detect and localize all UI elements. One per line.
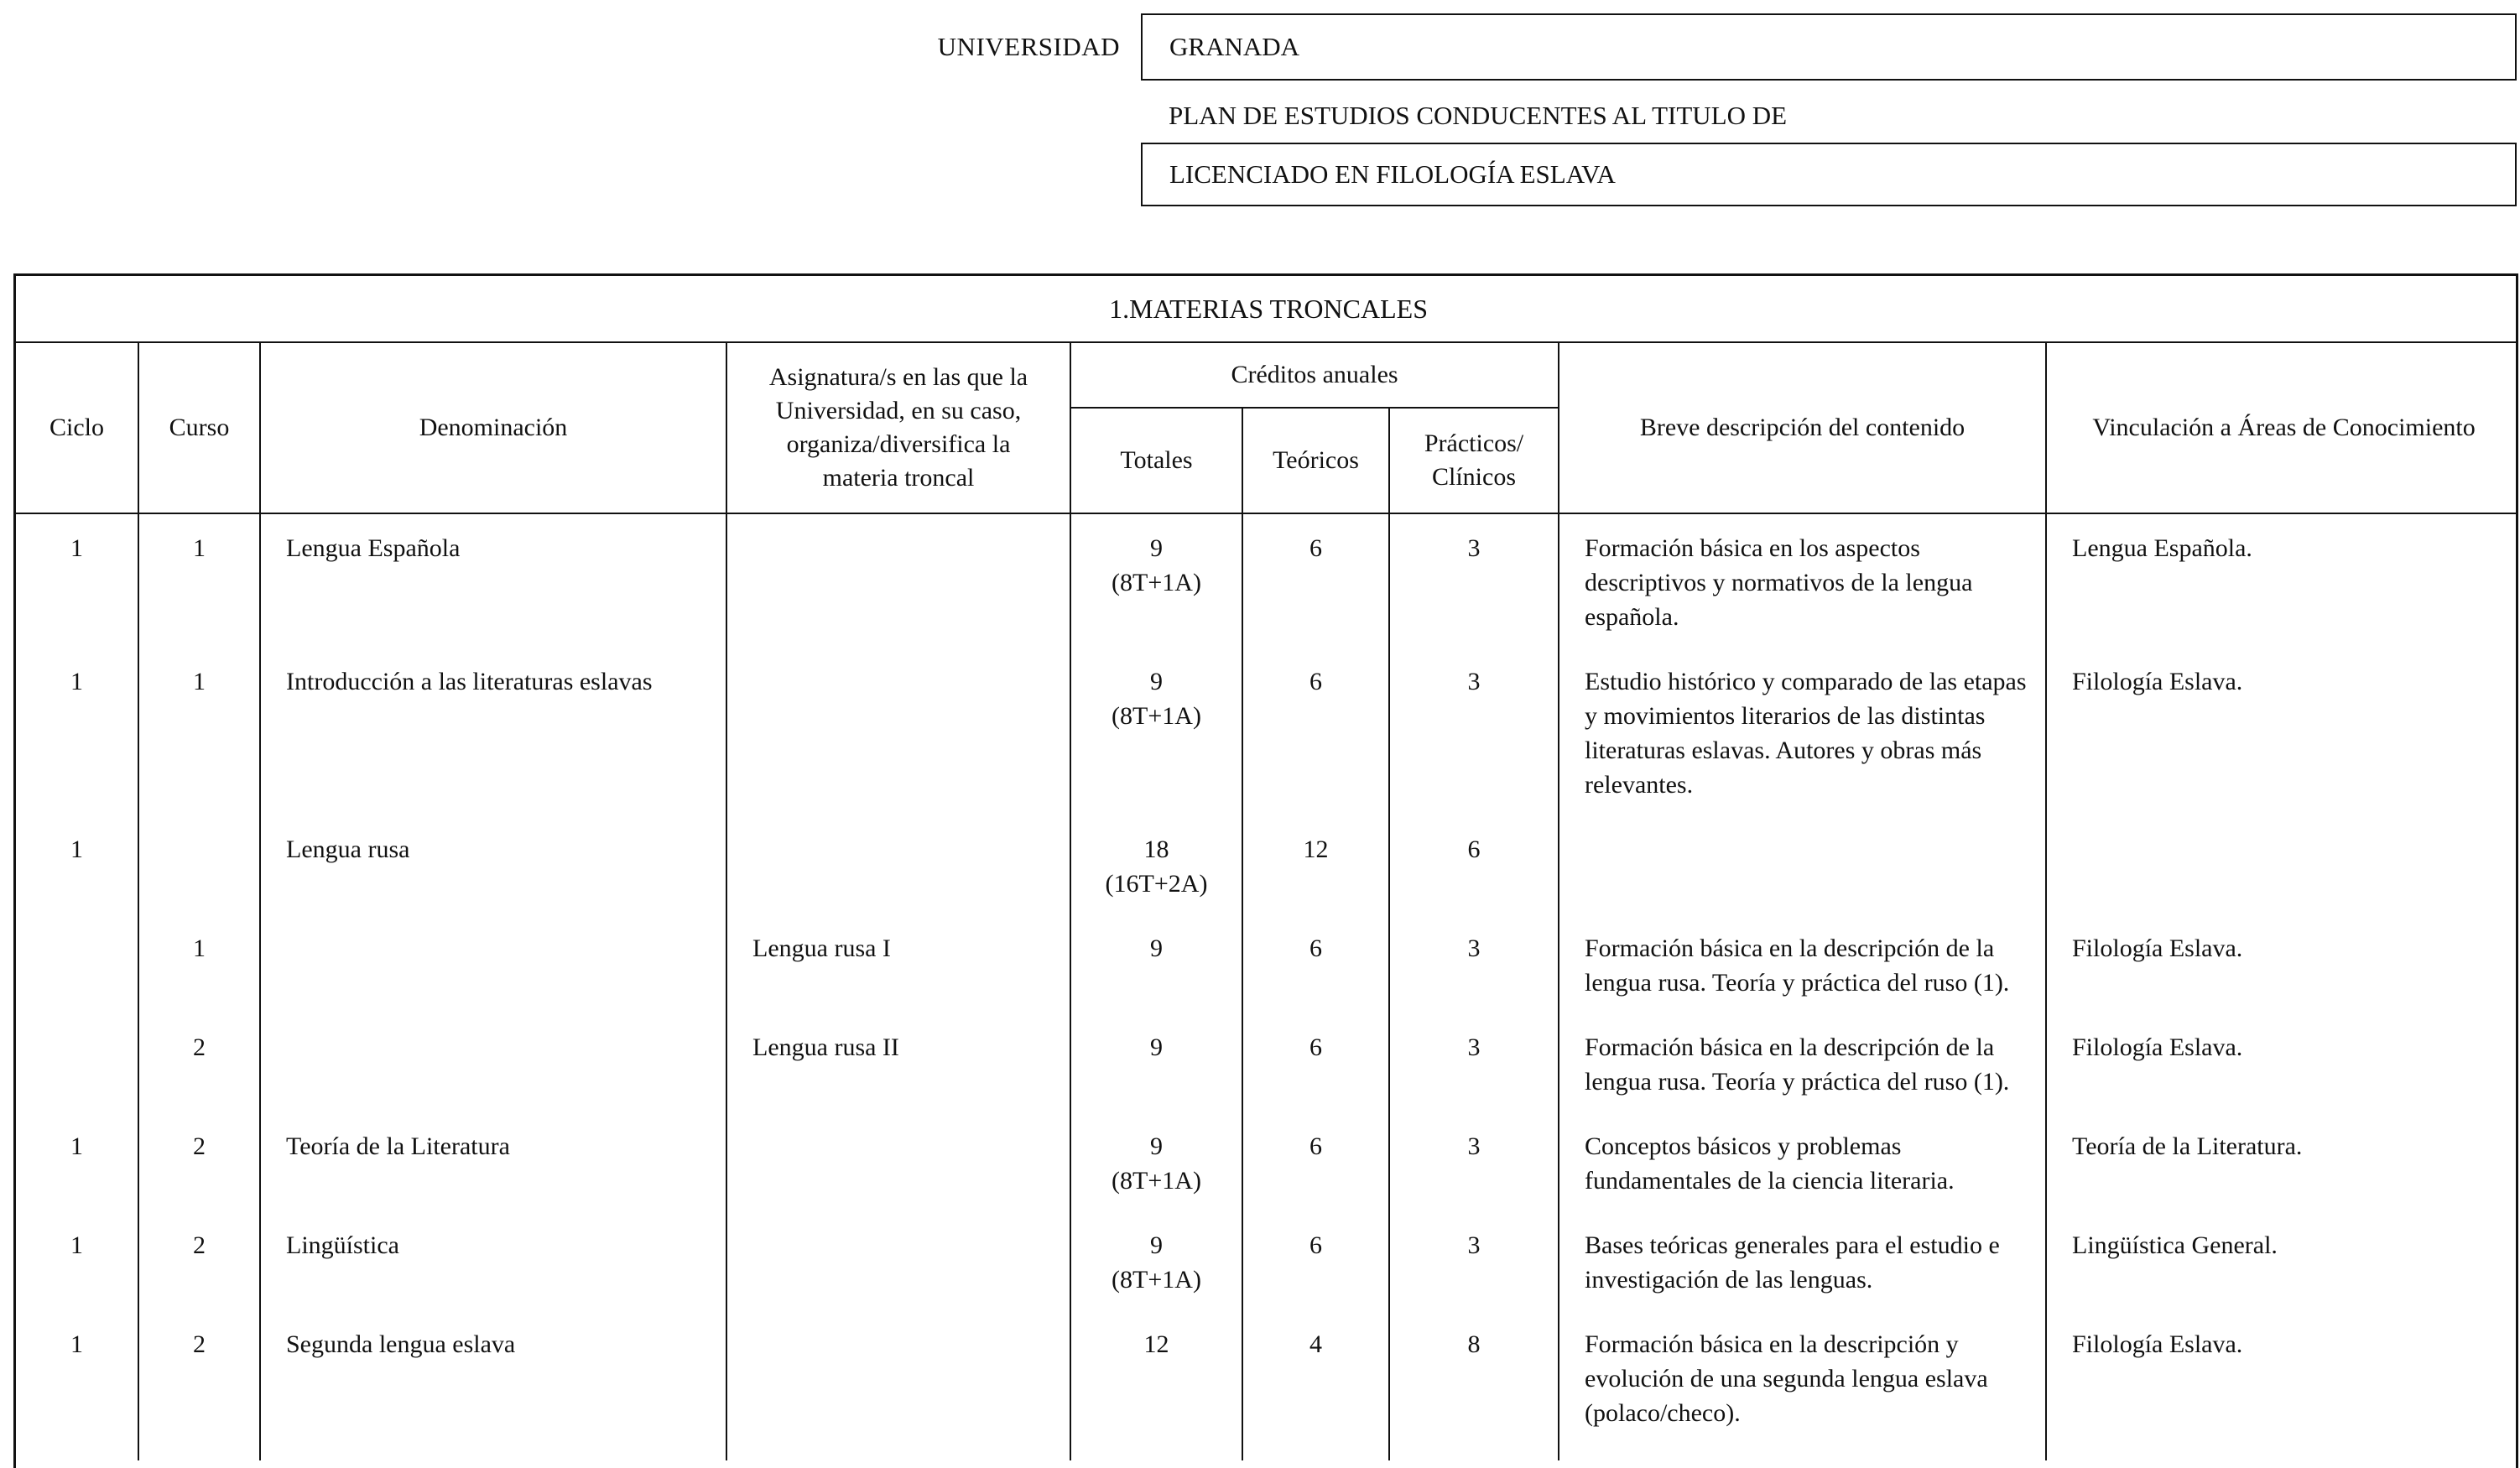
cell-descripcion-text: Estudio histórico y comparado de las etapas y movimientos literarios de las distintas literaturas eslavas. Autores y obras más relevantes. <box>1585 668 2027 799</box>
cell-curso-text: 1 <box>193 534 206 562</box>
cell-descripcion <box>1559 1030 2046 1129</box>
cell-asignatura <box>726 664 1070 832</box>
cell-asignatura <box>726 832 1070 931</box>
cell-totales-text: 12 <box>1143 1330 1169 1358</box>
cell-totales-text: 9 <box>1150 1033 1163 1061</box>
cell-descripcion-text: Formación básica en la descripción de la lengua rusa. Teoría y práctica del ruso (1). <box>1585 934 2010 997</box>
cell-practicos <box>1389 1228 1559 1327</box>
cell-vinculacion <box>2046 1327 2518 1460</box>
cell-ciclo <box>16 664 138 832</box>
cell-teoricos <box>1242 1228 1389 1327</box>
cell-denominacion-text: Lengua rusa <box>286 836 410 863</box>
university-field <box>1141 13 2517 81</box>
cell-totales <box>1070 832 1242 931</box>
cell-teoricos <box>1242 832 1389 931</box>
cell-teoricos-text: 6 <box>1309 934 1322 962</box>
cell-descripcion <box>1559 513 2046 664</box>
cell-vinculacion <box>2046 1030 2518 1129</box>
cell-asignatura <box>726 1129 1070 1228</box>
cell-ciclo-text: 1 <box>70 1231 83 1259</box>
cell-asignatura <box>726 1327 1070 1460</box>
cell-ciclo <box>16 832 138 931</box>
cell-descripcion-text: Formación básica en los aspectos descriptivos y normativos de la lengua española. <box>1585 534 1973 631</box>
table-row <box>16 1129 2518 1228</box>
cell-descripcion-text: Formación básica en la descripción y evolución de una segunda lengua eslava (polaco/checo). <box>1585 1330 1988 1427</box>
cell-totales <box>1070 931 1242 1030</box>
cell-denominacion <box>260 1228 726 1327</box>
cell-totales-text: 18 <box>1143 836 1169 863</box>
cell-totales-detail: (8T+1A) <box>1112 569 1201 596</box>
cell-totales-text: 9 <box>1150 934 1163 962</box>
university-label: UNIVERSIDAD <box>937 32 1120 61</box>
cell-curso-text: 2 <box>193 1231 206 1259</box>
cell-practicos-text: 8 <box>1467 1330 1481 1358</box>
cell-denominacion-text: Lengua Española <box>286 534 461 562</box>
table-row <box>16 664 2518 832</box>
table-row <box>16 931 2518 1030</box>
col-creditos: Créditos anuales <box>1070 342 1559 408</box>
col-practicos: Prácticos/ Clínicos <box>1389 408 1559 513</box>
materias-troncales-table <box>13 273 2518 1468</box>
cell-vinculacion-text: Filología Eslava. <box>2072 1330 2243 1358</box>
cell-vinculacion-text: Lengua Española. <box>2072 534 2252 562</box>
col-ciclo: Ciclo <box>16 342 138 513</box>
cell-descripcion-text: Bases teóricas generales para el estudio e investigación de las lenguas. <box>1585 1231 2000 1294</box>
cell-denominacion-text: Segunda lengua eslava <box>286 1330 516 1358</box>
cell-ciclo <box>16 931 138 1030</box>
table-row <box>16 832 2518 931</box>
cell-teoricos <box>1242 1129 1389 1228</box>
cell-teoricos <box>1242 931 1389 1030</box>
university-value: GRANADA <box>1169 32 1299 61</box>
cell-totales <box>1070 1030 1242 1129</box>
cell-curso-text: 2 <box>193 1033 206 1061</box>
cell-practicos-text: 3 <box>1467 1231 1481 1259</box>
cell-denominacion-text: Lingüística <box>286 1231 399 1259</box>
cell-descripcion <box>1559 832 2046 931</box>
cell-vinculacion-text: Filología Eslava. <box>2072 668 2243 695</box>
cell-practicos-text: 3 <box>1467 668 1481 695</box>
cell-vinculacion <box>2046 664 2518 832</box>
cell-vinculacion <box>2046 1228 2518 1327</box>
cell-teoricos <box>1242 664 1389 832</box>
col-curso: Curso <box>138 342 260 513</box>
cell-totales-text: 9 <box>1150 668 1163 695</box>
cell-totales-detail: (16T+2A) <box>1105 870 1208 898</box>
cell-practicos <box>1389 931 1559 1030</box>
cell-practicos <box>1389 664 1559 832</box>
cell-descripcion <box>1559 1129 2046 1228</box>
table-row <box>16 513 2518 664</box>
cell-curso-text: 2 <box>193 1132 206 1160</box>
cell-curso <box>138 513 260 664</box>
cell-practicos <box>1389 1327 1559 1460</box>
cell-teoricos <box>1242 513 1389 664</box>
cell-ciclo-text: 1 <box>70 668 83 695</box>
col-descripcion: Breve descripción del contenido <box>1559 342 2046 513</box>
cell-totales-text: 9 <box>1150 1231 1163 1259</box>
cell-curso <box>138 1129 260 1228</box>
cell-ciclo-text: 1 <box>70 836 83 863</box>
cell-totales <box>1070 513 1242 664</box>
cell-asignatura <box>726 1228 1070 1327</box>
cell-practicos-text: 3 <box>1467 1132 1481 1160</box>
cell-ciclo-text: 1 <box>70 1132 83 1160</box>
cell-vinculacion-text: Teoría de la Literatura. <box>2072 1132 2303 1160</box>
cell-asignatura-text: Lengua rusa I <box>752 934 891 962</box>
cell-totales-detail: (8T+1A) <box>1112 1167 1201 1195</box>
cell-ciclo <box>16 1228 138 1327</box>
cell-curso-text: 1 <box>193 934 206 962</box>
cell-teoricos-text: 6 <box>1309 668 1322 695</box>
cell-vinculacion <box>2046 931 2518 1030</box>
cell-totales-text: 9 <box>1150 1132 1163 1160</box>
plan-line: PLAN DE ESTUDIOS CONDUCENTES AL TITULO DE <box>1169 101 1788 130</box>
cell-curso <box>138 832 260 931</box>
cell-practicos <box>1389 1030 1559 1129</box>
cell-curso <box>138 1327 260 1460</box>
cell-asignatura <box>726 513 1070 664</box>
cell-curso-text: 2 <box>193 1330 206 1358</box>
cell-vinculacion <box>2046 1129 2518 1228</box>
cell-teoricos <box>1242 1327 1389 1460</box>
col-denominacion: Denominación <box>260 342 726 513</box>
cell-descripcion-text: Conceptos básicos y problemas fundamentales de la ciencia literaria. <box>1585 1132 1955 1195</box>
cell-descripcion <box>1559 1327 2046 1460</box>
cell-denominacion <box>260 1030 726 1129</box>
cell-asignatura <box>726 1030 1070 1129</box>
cell-ciclo <box>16 1129 138 1228</box>
col-vinculacion: Vinculación a Áreas de Conocimiento <box>2046 342 2518 513</box>
table-row <box>16 1327 2518 1460</box>
cell-vinculacion <box>2046 832 2518 931</box>
cell-teoricos-text: 6 <box>1309 1132 1322 1160</box>
cell-vinculacion-text: Filología Eslava. <box>2072 934 2243 962</box>
col-teoricos: Teóricos <box>1242 408 1389 513</box>
cell-denominacion <box>260 513 726 664</box>
cell-ciclo-text: 1 <box>70 534 83 562</box>
cell-vinculacion-text: Filología Eslava. <box>2072 1033 2243 1061</box>
cell-practicos-text: 3 <box>1467 1033 1481 1061</box>
cell-teoricos-text: 6 <box>1309 534 1322 562</box>
cell-totales <box>1070 1129 1242 1228</box>
cell-totales-detail: (8T+1A) <box>1112 1266 1201 1294</box>
cell-teoricos-text: 6 <box>1309 1033 1322 1061</box>
cell-denominacion-text: Introducción a las literaturas eslavas <box>286 668 653 695</box>
table-caption: 1.MATERIAS TRONCALES <box>16 276 2518 342</box>
cell-denominacion <box>260 832 726 931</box>
col-totales: Totales <box>1070 408 1242 513</box>
cell-totales <box>1070 664 1242 832</box>
cell-totales-text: 9 <box>1150 534 1163 562</box>
cell-descripcion <box>1559 931 2046 1030</box>
cell-descripcion <box>1559 664 2046 832</box>
cell-ciclo <box>16 1327 138 1460</box>
cell-denominacion <box>260 931 726 1030</box>
table-row <box>16 1030 2518 1129</box>
cell-vinculacion <box>2046 513 2518 664</box>
cell-practicos-text: 3 <box>1467 534 1481 562</box>
cell-curso <box>138 1030 260 1129</box>
cell-curso <box>138 931 260 1030</box>
cell-descripcion-text: Formación básica en la descripción de la lengua rusa. Teoría y práctica del ruso (1). <box>1585 1033 2010 1096</box>
col-asignaturas: Asignatura/s en las que la Universidad, en su caso, organiza/diversifica la materia troncal <box>726 342 1070 513</box>
cell-ciclo <box>16 1030 138 1129</box>
cell-practicos <box>1389 832 1559 931</box>
degree-title-field <box>1141 143 2517 206</box>
cell-teoricos-text: 4 <box>1309 1330 1322 1358</box>
cell-teoricos-text: 12 <box>1303 836 1329 863</box>
cell-curso <box>138 1228 260 1327</box>
cell-totales <box>1070 1228 1242 1327</box>
cell-totales <box>1070 1327 1242 1460</box>
cell-denominacion-text: Teoría de la Literatura <box>286 1132 510 1160</box>
cell-practicos <box>1389 513 1559 664</box>
cell-teoricos <box>1242 1030 1389 1129</box>
cell-teoricos-text: 6 <box>1309 1231 1322 1259</box>
cell-curso <box>138 664 260 832</box>
cell-denominacion <box>260 664 726 832</box>
cell-practicos <box>1389 1129 1559 1228</box>
cell-asignatura <box>726 931 1070 1030</box>
cell-ciclo <box>16 513 138 664</box>
cell-asignatura-text: Lengua rusa II <box>752 1033 899 1061</box>
cell-descripcion <box>1559 1228 2046 1327</box>
cell-denominacion <box>260 1327 726 1460</box>
cell-vinculacion-text: Lingüística General. <box>2072 1231 2278 1259</box>
cell-practicos-text: 3 <box>1467 934 1481 962</box>
cell-ciclo-text: 1 <box>70 1330 83 1358</box>
cell-totales-detail: (8T+1A) <box>1112 702 1201 730</box>
cell-denominacion <box>260 1129 726 1228</box>
cell-curso-text: 1 <box>193 668 206 695</box>
degree-title: LICENCIADO EN FILOLOGÍA ESLAVA <box>1169 159 1616 189</box>
table-row <box>16 1228 2518 1327</box>
cell-practicos-text: 6 <box>1467 836 1481 863</box>
